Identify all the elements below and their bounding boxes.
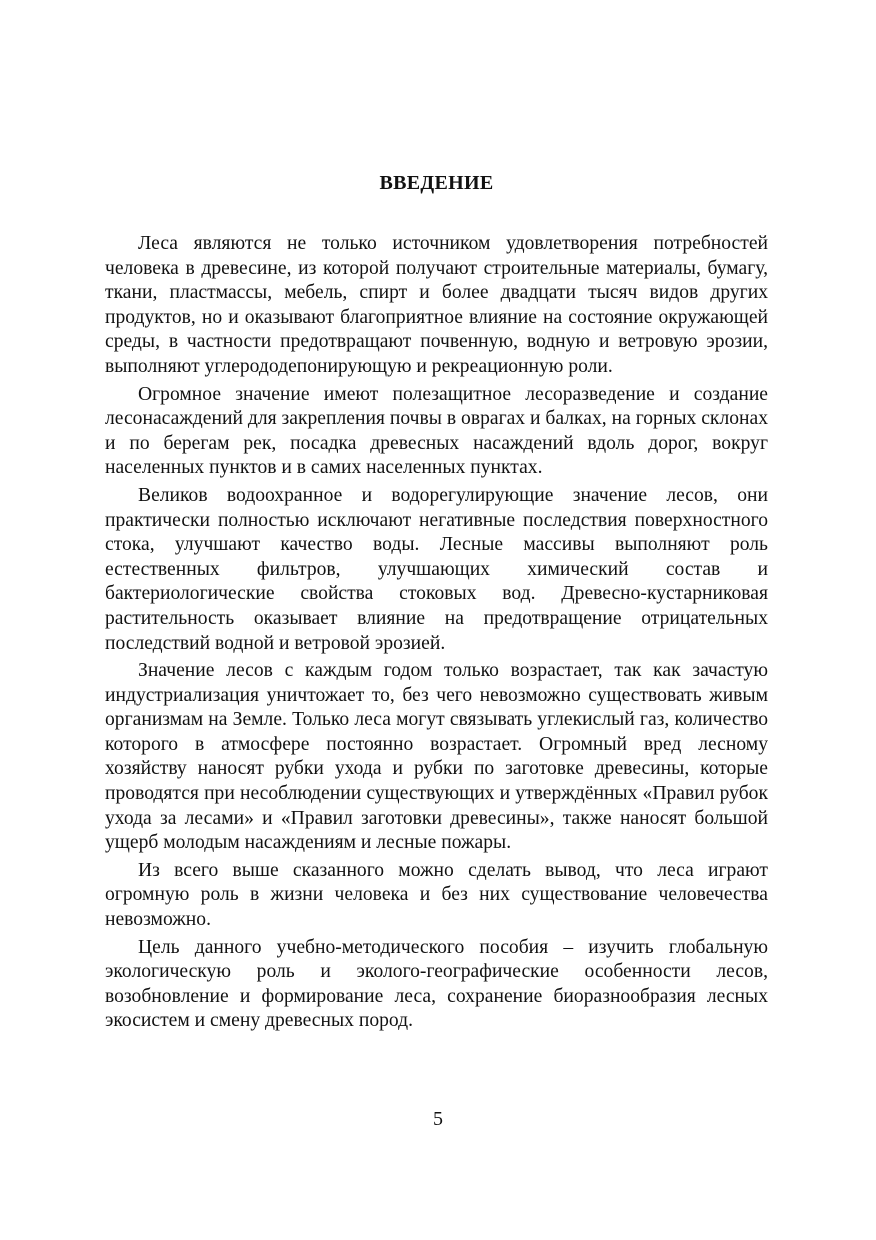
- paragraph-6: Цель данного учебно-методического пособия – изучить глобальную экологическую роль и эколого-географические особенности лесов, возобновление и формирование леса, сохранение биоразнообразия лесных экосистем и смену древесных пород.: [105, 936, 768, 1032]
- paragraph-3: Великов водоохранное и водорегулирующие значение лесов, они практически полностью исключают негативные последствия поверхностного стока, улучшают качество воды. Лесные массивы выполняют роль естественных фильтров, улучшающих химический состав и бактериологические свойства стоковых вод. Древесно-кустарниковая растительность оказывает влияние на предотвращение отрицательных последствий водной и ветровой эрозией.: [105, 484, 768, 654]
- paragraph-2: Огромное значение имеют полезащитное лесоразведение и создание лесонасаждений для закрепления почвы в оврагах и балках, на горных склонах и по берегам рек, посадка древесных насаждений вдоль дорог, вокруг населенных пунктов и в самих населенных пунктах.: [105, 383, 768, 479]
- page-number: 5: [433, 1108, 443, 1130]
- paragraph-4: Значение лесов с каждым годом только возрастает, так как зачастую индустриализация уничтожает то, без чего невозможно существовать живым организмам на Земле. Только леса могут связывать углекислый газ, количество которого в атмосфере постоянно возрастает. Огромный вред лесному хозяйству наносят рубки ухода и рубки по заготовке древесины, которые проводятся при несоблюдении существующих и утверждённых «Правил рубок ухода за лесами» и «Правил заготовки древесины», также наносят большой ущерб молодым насаждениям и лесные пожары.: [105, 660, 768, 854]
- paragraph-1: Леса являются не только источником удовлетворения потребностей человека в древесине, из которой получают строительные материалы, бумагу, ткани, пластмассы, мебель, спирт и более двадцати тысяч видов других продуктов, но и оказывают благоприятное влияние на состояние окружающей среды, в частности предотвращают почвенную, водную и ветровую эрозии, выполняют углерододепонирующую и рекреационную роли.: [105, 233, 768, 377]
- page-title: ВВЕДЕНИЕ: [379, 172, 494, 194]
- page-body: [105, 168, 768, 1037]
- paragraph-5: Из всего выше сказанного можно сделать вывод, что леса играют огромную роль в жизни человека и без них существование человечества невозможно.: [105, 859, 768, 931]
